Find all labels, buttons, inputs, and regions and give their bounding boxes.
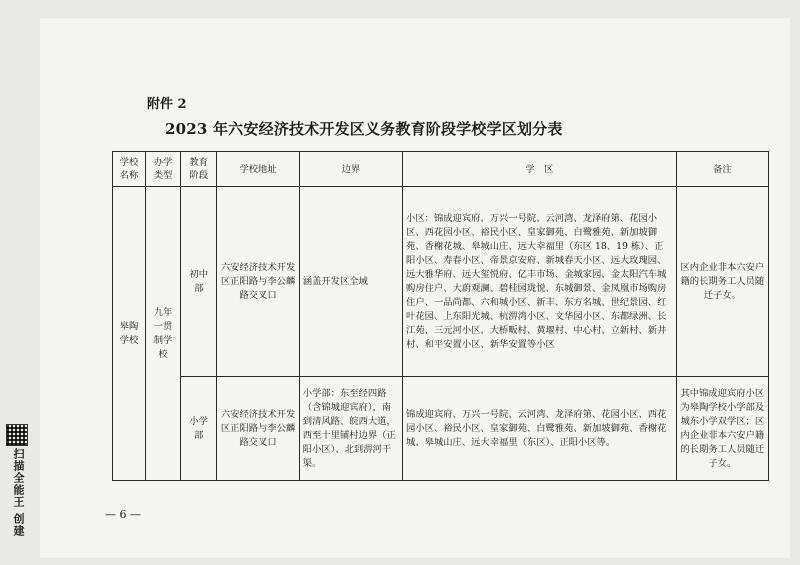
- document-title: 2023 年六安经济技术开发区义务教育阶段学校学区划分表: [165, 120, 563, 138]
- school-type-cell: 九年 一贯 制学 校: [145, 187, 180, 481]
- header-school-type: 办学 类型: [145, 152, 180, 187]
- school-district-table: [112, 151, 769, 481]
- stage-cell: 初中 部: [181, 187, 217, 377]
- district-cell: 锦成迎宾府、万兴一号院、云河湾、龙泽府第、花园小区、西花园小区、裕民小区、皇家御苑、白鹭雅苑、新加坡御苑、香榭花城、皋城山庄、远大幸福里（东区）、正阳小区等。: [403, 377, 677, 481]
- district-cell: 小区：锦成迎宾府、万兴一号院、云河湾、龙泽府第、花园小区、西花园小区、裕民小区、皇家御苑、白鹭雅苑、新加坡御苑、香榭花城、皋城山庄、远大幸福里（东区 18、19 栋）、正阳小区、寿春小区、帝景京安府、新城春天小区、远大玫瑰园、远大雅华府、远大玺悦府、亿丰市场、金城家园、金太阳汽车城购房住户、大蔚观澜、碧桂园珑悦、东城御景、金凤凰市场购房住户、一品尚都、六和城小区、新丰、东方名城、世纪景园、红叶花园、上东阳光城、杭淠湾小区、文华园小区、东都绿洲、长江苑、三元河小区、大桥畈村、黄堰村、中心村、立新村、新井村、和平安置小区、新华安置等小区: [403, 187, 677, 377]
- table-header-row: [113, 152, 769, 187]
- attachment-label: 附件 2: [147, 97, 187, 112]
- school-name-cell: 皋陶 学校: [113, 187, 146, 481]
- boundary-cell: 涵盖开发区全域: [299, 187, 402, 377]
- header-edu-stage: 教育 阶段: [181, 152, 217, 187]
- page-number: — 6 —: [105, 508, 141, 521]
- header-remarks: 备注: [676, 152, 768, 187]
- address-cell: 六安经济技术开发区正阳路与李公麟路交叉口: [217, 187, 299, 377]
- table-row: [113, 377, 769, 481]
- boundary-cell: 小学部：东至经四路（含锦城迎宾府），南到清风路、皖西大道，西至十里铺村边界（正阳小区）、北到淠河干渠。: [299, 377, 402, 481]
- remarks-cell: 区内企业非本六安户籍的长期务工人员随迁子女。: [676, 187, 768, 377]
- stage-cell: 小学 部: [181, 377, 217, 481]
- header-school-name: 学校 名称: [113, 152, 146, 187]
- scanner-watermark: 扫描全能王 创建: [12, 448, 25, 537]
- address-cell: 六安经济技术开发区正阳路与李公麟路交叉口: [217, 377, 299, 481]
- qr-code-icon: [6, 424, 28, 446]
- table-row: [113, 187, 769, 377]
- header-address: 学校地址: [217, 152, 299, 187]
- header-district: 学 区: [403, 152, 677, 187]
- remarks-cell: 其中锦成迎宾府小区为皋陶学校小学部及城东小学双学区；区内企业非本六安户籍的长期务工人员随迁子女。: [676, 377, 768, 481]
- header-boundary: 边界: [299, 152, 402, 187]
